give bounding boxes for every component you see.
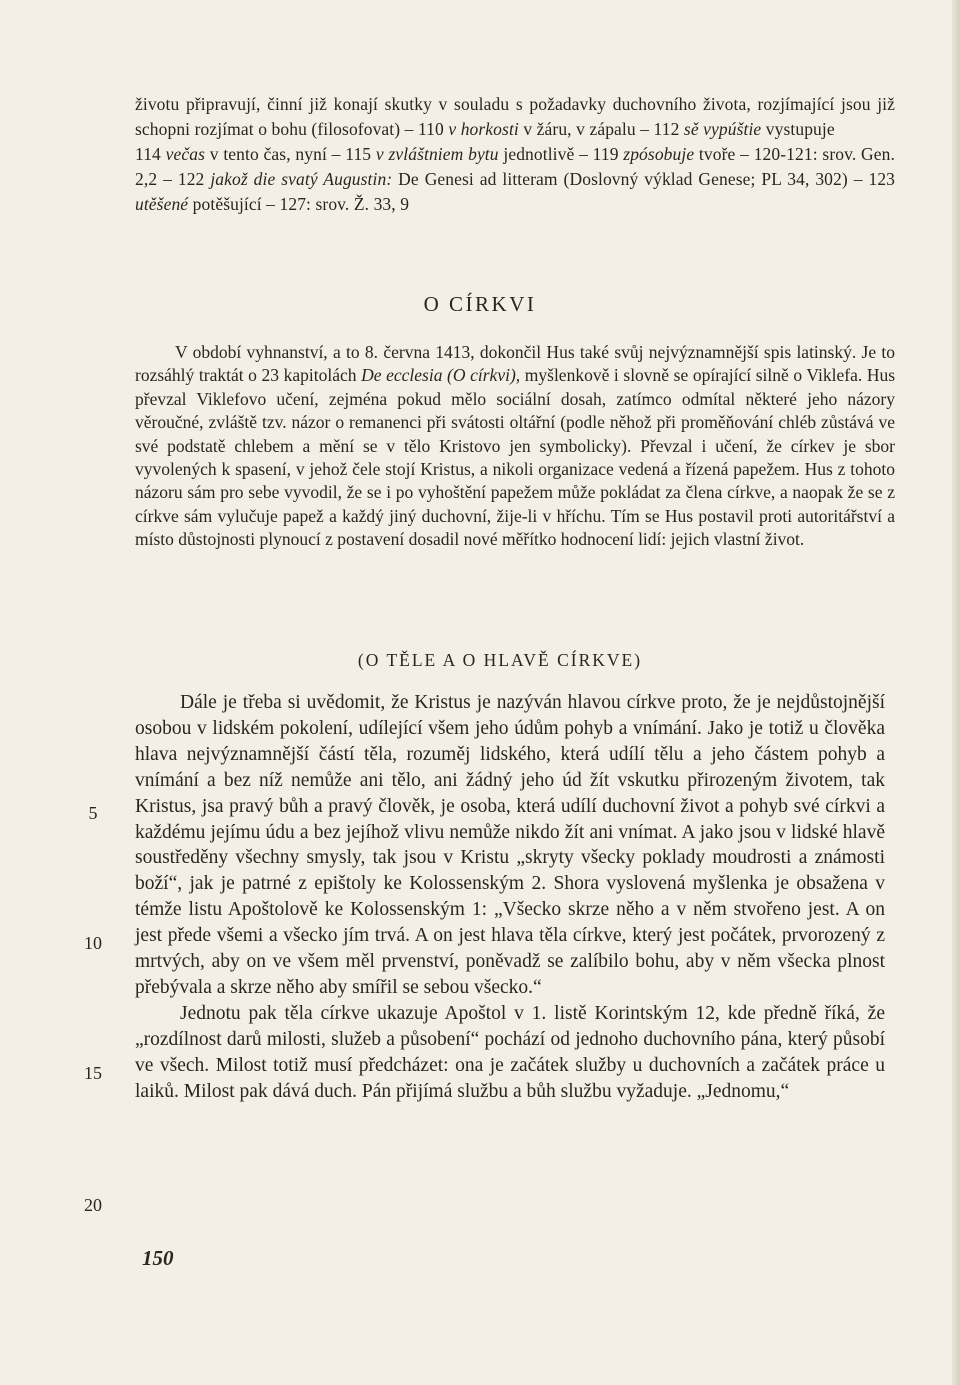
- chapter-heading: (O TĚLE A O HLAVĚ CÍRKVE): [357, 650, 643, 670]
- introduction-paragraph: [135, 341, 895, 552]
- note-text: vystupuje: [761, 119, 835, 139]
- line-number: 5: [88, 803, 98, 823]
- notes-paragraph-1: [135, 92, 895, 142]
- main-text: [135, 690, 885, 1105]
- note-term: v zvláštniem bytu: [375, 144, 499, 164]
- page-edge: [952, 0, 960, 1385]
- intro-text: myšlenkově i slovně se opírající silně o Viklefa. Hus převzal Viklefovo učení, zejména pokud mělo sociální dosah, zatímco odmítal některé jeho názory věroučné, zvláště tzv. názor o remanenci při svátosti oltářní (podle něhož při proměňování chléb zůstává ve své podstatě chlebem a mění se v tělo Kristovo jen symbolicky). Převzal i učení, že církev je sbor vyvolených k spasení, v jehož čele stojí Kristus, a nikoli organizace vedená a řízená papežem. Hus z tohoto názoru sám pro sebe vyvodil, že se i po vyhoštění papežem může pokládat za člena církve, a naopak že se z církve sám vylučuje papež a každý jiný duchovní, žije-li v hříchu. Tím se Hus postavil proti autoritářství a místo důstojnosti plynoucí z postavení dosadil nové měřítko hodnocení lidí: jejich vlastní život.: [135, 365, 896, 550]
- commentary-notes: [135, 92, 895, 217]
- section-heading-o-cirkvi: O CÍRKVI: [423, 292, 537, 316]
- note-term: utěšené: [135, 194, 189, 214]
- line-number: 10: [84, 933, 102, 953]
- note-text: jednotlivě – 119: [498, 144, 624, 164]
- main-paragraph-1: Dále je třeba si uvědomit, že Kristus je nazýván hlavou církve proto, že je nejdůstojnější osobou v lidském pokolení, udílející všem jeho údům pohyb a vnímání. Jako je totiž u člověka hlava nejvýznamnější částí těla, rozuměj lidského, která udílí tělu a jeho částem pohyb a vnímání a bez níž nemůže ani tělo, ani žádný jeho úd žít vskutku přirozeným životem, tak Kristus, jsa pravý bůh a pravý člověk, je osoba, která udílí duchovní život a pohyb své církvi a každému jejímu údu a bez jejíhož vlivu nemůže nikdo žít ani vnímat. A jako jsou v lidské hlavě soustředěny všechny smysly, tak jsou v Kristu „skryty všecky poklady moudrosti a známosti boží“, jak je patrné z epištoly ke Kolossenským 2. Shora vyslovená myšlenka je obsažena v témže listu Apoštolově ke Kolossenským 1: „Všecko skrze něho a v něm stvořeno jest. A on jest přede všemi a všecko jím trvá. A on jest hlava těla církve, který jest počátek, prvorozený z mrtvých, aby on ve všem měl prvenství, poněvadž se zalíbilo bohu, aby v něm všecka plnost přebývala a skrze něho aby smířil se sebou všecko.“: [135, 692, 885, 998]
- note-text: životu připravují, činní již konají skutky v souladu s požadavky duchovního života, rozjímající jsou již schopni rozjímat o bohu (filosofovat) – 110: [135, 94, 895, 139]
- note-text: v tento čas, nyní – 115: [205, 144, 376, 164]
- main-paragraph-2: Jednotu pak těla církve ukazuje Apoštol v 1. listě Korintským 12, kde předně říká, že „rozdílnost darů milosti, služeb a působení“ pochází od jednoho duchovního pána, který působí ve všech. Milost totiž musí předcházet: ona je začátek služby u duchovních a začátek práce u laiků. Milost pak dává duch. Pán přijímá službu a bůh službu vyžaduje. „Jednomu,“: [135, 1002, 885, 1102]
- notes-paragraph-2: [135, 142, 895, 217]
- note-term: sě vypúštie: [683, 119, 762, 139]
- note-term: večas: [165, 144, 206, 164]
- note-term: v horkosti: [448, 119, 519, 139]
- note-term: zpósobuje: [623, 144, 695, 164]
- intro-text: V období vyhnanství, a to 8. června 1413, dokončil Hus také svůj nejvýznamnější spis latinský. Je to rozsáhlý traktát o 23 kapitolách: [135, 342, 895, 386]
- line-number: 20: [84, 1195, 102, 1215]
- note-text: 114: [135, 144, 166, 164]
- note-text: De Genesi ad litteram (Doslovný výklad Genese; PL 34, 302) – 123: [392, 169, 896, 189]
- introduction-text: [135, 341, 895, 552]
- page-number: 150: [142, 1246, 174, 1270]
- note-term: jakož die svatý Augustin:: [210, 169, 393, 189]
- note-text: v žáru, v zápalu – 112: [518, 119, 684, 139]
- intro-title: De ecclesia (O církvi),: [361, 365, 521, 386]
- note-text: tvoře – 120-121: srov. Gen. 2,2 – 122: [135, 144, 895, 189]
- note-text: potěšující – 127: srov. Ž. 33, 9: [188, 194, 410, 214]
- line-number: 15: [84, 1063, 102, 1083]
